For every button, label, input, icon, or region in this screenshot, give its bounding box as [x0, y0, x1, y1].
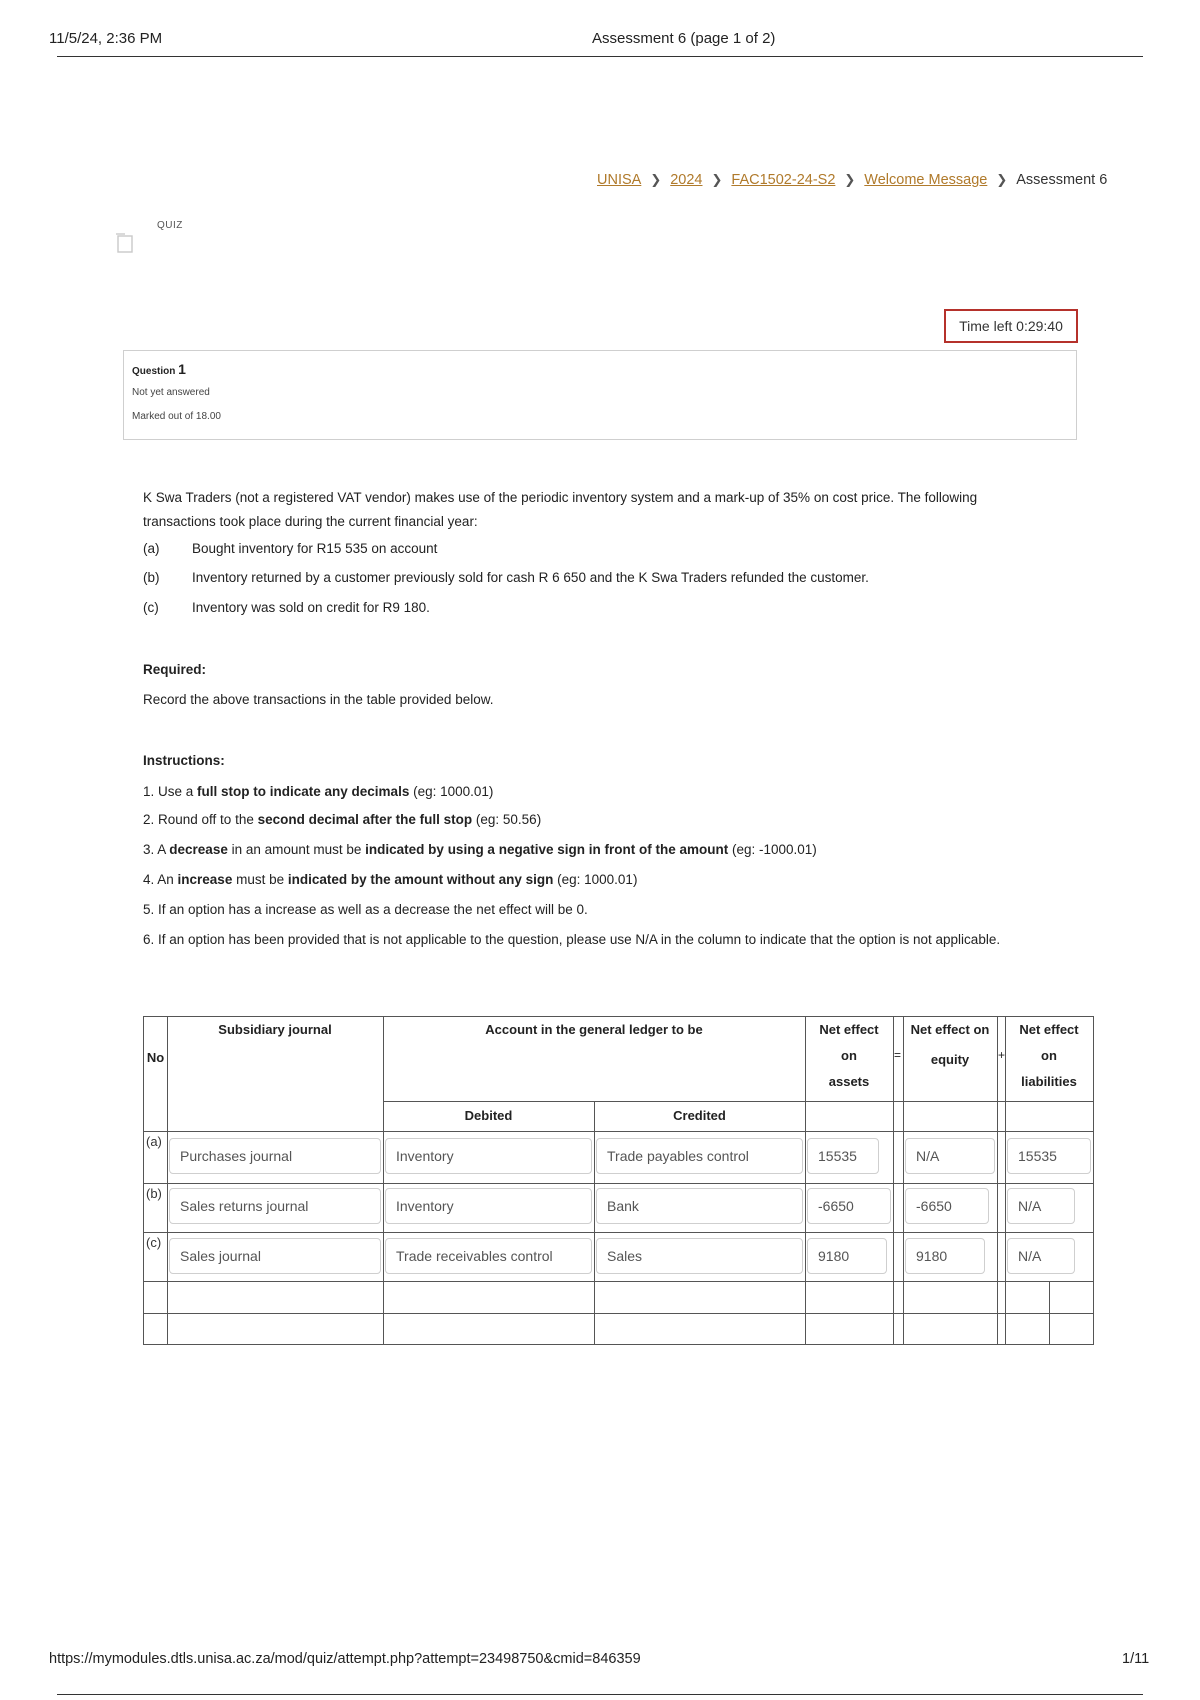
liabilities-input[interactable]: N/A [1007, 1188, 1075, 1224]
print-title: Assessment 6 (page 1 of 2) [592, 30, 776, 47]
question-number-value: 1 [178, 361, 186, 377]
row-label: (a) [146, 1134, 162, 1149]
breadcrumb-link-unisa[interactable]: UNISA [597, 172, 642, 188]
instruction-text: must be [232, 872, 288, 887]
credit-account-input[interactable]: Trade payables control [596, 1138, 803, 1174]
instruction-item [143, 929, 1043, 951]
breadcrumb [597, 172, 1107, 188]
transaction-item [143, 600, 430, 615]
header-rule [57, 56, 1143, 57]
equity-input[interactable]: N/A [905, 1138, 995, 1174]
header-credited: Credited [673, 1108, 726, 1123]
quiz-icon [116, 232, 134, 254]
equity-input[interactable]: -6650 [905, 1188, 989, 1224]
instruction-text: 1. Use a [143, 784, 198, 799]
question-status: Not yet answered [132, 387, 210, 398]
instruction-text: 2. Round off to the [143, 812, 258, 827]
instruction-text: in an amount must be [227, 842, 366, 857]
assets-input[interactable]: 15535 [807, 1138, 879, 1174]
required-heading: Required: [143, 662, 207, 677]
transaction-text: Inventory was sold on credit for R9 180. [192, 600, 430, 615]
table-border [143, 1131, 1094, 1132]
debit-account-input[interactable]: Inventory [385, 1138, 592, 1174]
credit-account-input[interactable]: Bank [596, 1188, 803, 1224]
table-border [143, 1313, 1094, 1314]
credit-account-input[interactable]: Sales [596, 1238, 803, 1274]
transaction-label: (a) [143, 541, 160, 556]
transaction-label: (c) [143, 600, 159, 615]
instruction-bold: indicated by the amount without any sign [287, 872, 554, 887]
table-border [143, 1232, 1094, 1233]
question-intro: K Swa Traders (not a registered VAT vendor) makes use of the periodic inventory system and a mark-up of 35% on cost price. The following transactions took place during the current financial year: [143, 490, 978, 529]
liabilities-input[interactable]: N/A [1007, 1238, 1075, 1274]
header-account: Account in the general ledger to be [485, 1022, 703, 1037]
question-label: Question [132, 366, 176, 377]
instruction-text: 4. An [143, 872, 178, 887]
breadcrumb-current: Assessment 6 [1016, 172, 1108, 188]
transaction-item [143, 541, 437, 556]
instruction-item [143, 781, 1043, 803]
breadcrumb-link-welcome[interactable]: Welcome Message [864, 172, 988, 188]
header-liabilities-line: Net effect [1019, 1022, 1079, 1037]
print-url: https://mymodules.dtls.unisa.ac.za/mod/quiz/attempt.php?attempt=23498750&cmid=846359 [49, 1651, 641, 1667]
quiz-label: QUIZ [157, 220, 183, 231]
header-assets [805, 1017, 893, 1095]
instruction-text: 6. If an option has been provided that is not applicable to the question, please use N/A in the column to indicate that the option is not applicable. [143, 932, 1001, 947]
assets-input[interactable]: -6650 [807, 1188, 891, 1224]
table-border [383, 1101, 1094, 1102]
table-border [383, 1016, 384, 1345]
table-border [143, 1281, 1094, 1282]
equals-operator: = [894, 1048, 902, 1062]
footer-rule [57, 1694, 1143, 1695]
instruction-item [143, 839, 1043, 861]
instructions-heading: Instructions: [143, 753, 225, 768]
chevron-right-icon: ❯ [650, 172, 662, 187]
transaction-item [143, 570, 869, 585]
journal-input[interactable]: Sales journal [169, 1238, 381, 1274]
journal-input[interactable]: Sales returns journal [169, 1188, 381, 1224]
instruction-text: 5. If an option has a increase as well as a decrease the net effect will be 0. [143, 902, 588, 917]
instruction-item [143, 869, 1043, 891]
header-assets-line: Net effect [819, 1022, 879, 1037]
debit-account-input[interactable]: Inventory [385, 1188, 592, 1224]
header-equity-line: equity [930, 1052, 970, 1067]
assets-input[interactable]: 9180 [807, 1238, 887, 1274]
answer-table [143, 1016, 1094, 1345]
print-page-number: 1/11 [1122, 1651, 1150, 1667]
instruction-bold: decrease [169, 842, 228, 857]
question-info-box [123, 350, 1077, 440]
breadcrumb-link-course[interactable]: FAC1502-24-S2 [731, 172, 836, 188]
header-assets-line: on [841, 1048, 857, 1063]
table-border [997, 1016, 998, 1345]
header-equity [903, 1017, 997, 1073]
question-marks: Marked out of 18.00 [132, 411, 221, 422]
table-border [893, 1016, 894, 1345]
header-liabilities-line: on [1041, 1048, 1057, 1063]
print-datetime: 11/5/24, 2:36 PM [49, 30, 163, 47]
chevron-right-icon: ❯ [996, 172, 1008, 187]
transaction-text: Inventory returned by a customer previously sold for cash R 6 650 and the K Swa Traders refunded the customer. [192, 570, 869, 585]
debit-account-input[interactable]: Trade receivables control [385, 1238, 592, 1274]
required-text: Record the above transactions in the table provided below. [143, 692, 494, 707]
breadcrumb-link-year[interactable]: 2024 [670, 172, 703, 188]
instruction-bold: second decimal after the full stop [257, 812, 473, 827]
table-border [167, 1016, 168, 1345]
header-liabilities [1005, 1017, 1093, 1095]
liabilities-input[interactable]: 15535 [1007, 1138, 1091, 1174]
chevron-right-icon: ❯ [844, 172, 856, 187]
journal-input[interactable]: Purchases journal [169, 1138, 381, 1174]
instruction-text: (eg: 1000.01) [553, 872, 638, 887]
instruction-text: (eg: 1000.01) [409, 784, 494, 799]
time-left-timer: Time left 0:29:40 [944, 309, 1078, 343]
question-number [132, 361, 1068, 377]
header-liabilities-line: liabilities [1021, 1074, 1077, 1089]
table-border [594, 1101, 595, 1345]
instruction-text: 3. A [143, 842, 170, 857]
table-border [1093, 1016, 1094, 1345]
header-equity-line: Net effect on [910, 1022, 990, 1037]
header-debited: Debited [464, 1108, 513, 1123]
header-assets-line: assets [828, 1074, 870, 1089]
instruction-bold: indicated by using a negative sign in front of the amount [365, 842, 729, 857]
instruction-bold: increase [177, 872, 233, 887]
row-label: (c) [146, 1235, 162, 1250]
row-label: (b) [146, 1186, 162, 1201]
instruction-text: (eg: 50.56) [472, 812, 542, 827]
chevron-right-icon: ❯ [711, 172, 723, 187]
instruction-item [143, 899, 1043, 921]
table-border [143, 1183, 1094, 1184]
instruction-bold: full stop to indicate any decimals [197, 784, 410, 799]
transaction-text: Bought inventory for R15 535 on account [192, 541, 438, 556]
plus-operator: + [998, 1048, 1006, 1062]
table-border [143, 1344, 1094, 1345]
header-subsidiary-journal: Subsidiary journal [218, 1022, 332, 1037]
equity-input[interactable]: 9180 [905, 1238, 985, 1274]
header-no: No [146, 1050, 165, 1065]
instruction-text: (eg: -1000.01) [728, 842, 817, 857]
transaction-label: (b) [143, 570, 160, 585]
instruction-item [143, 809, 1043, 831]
